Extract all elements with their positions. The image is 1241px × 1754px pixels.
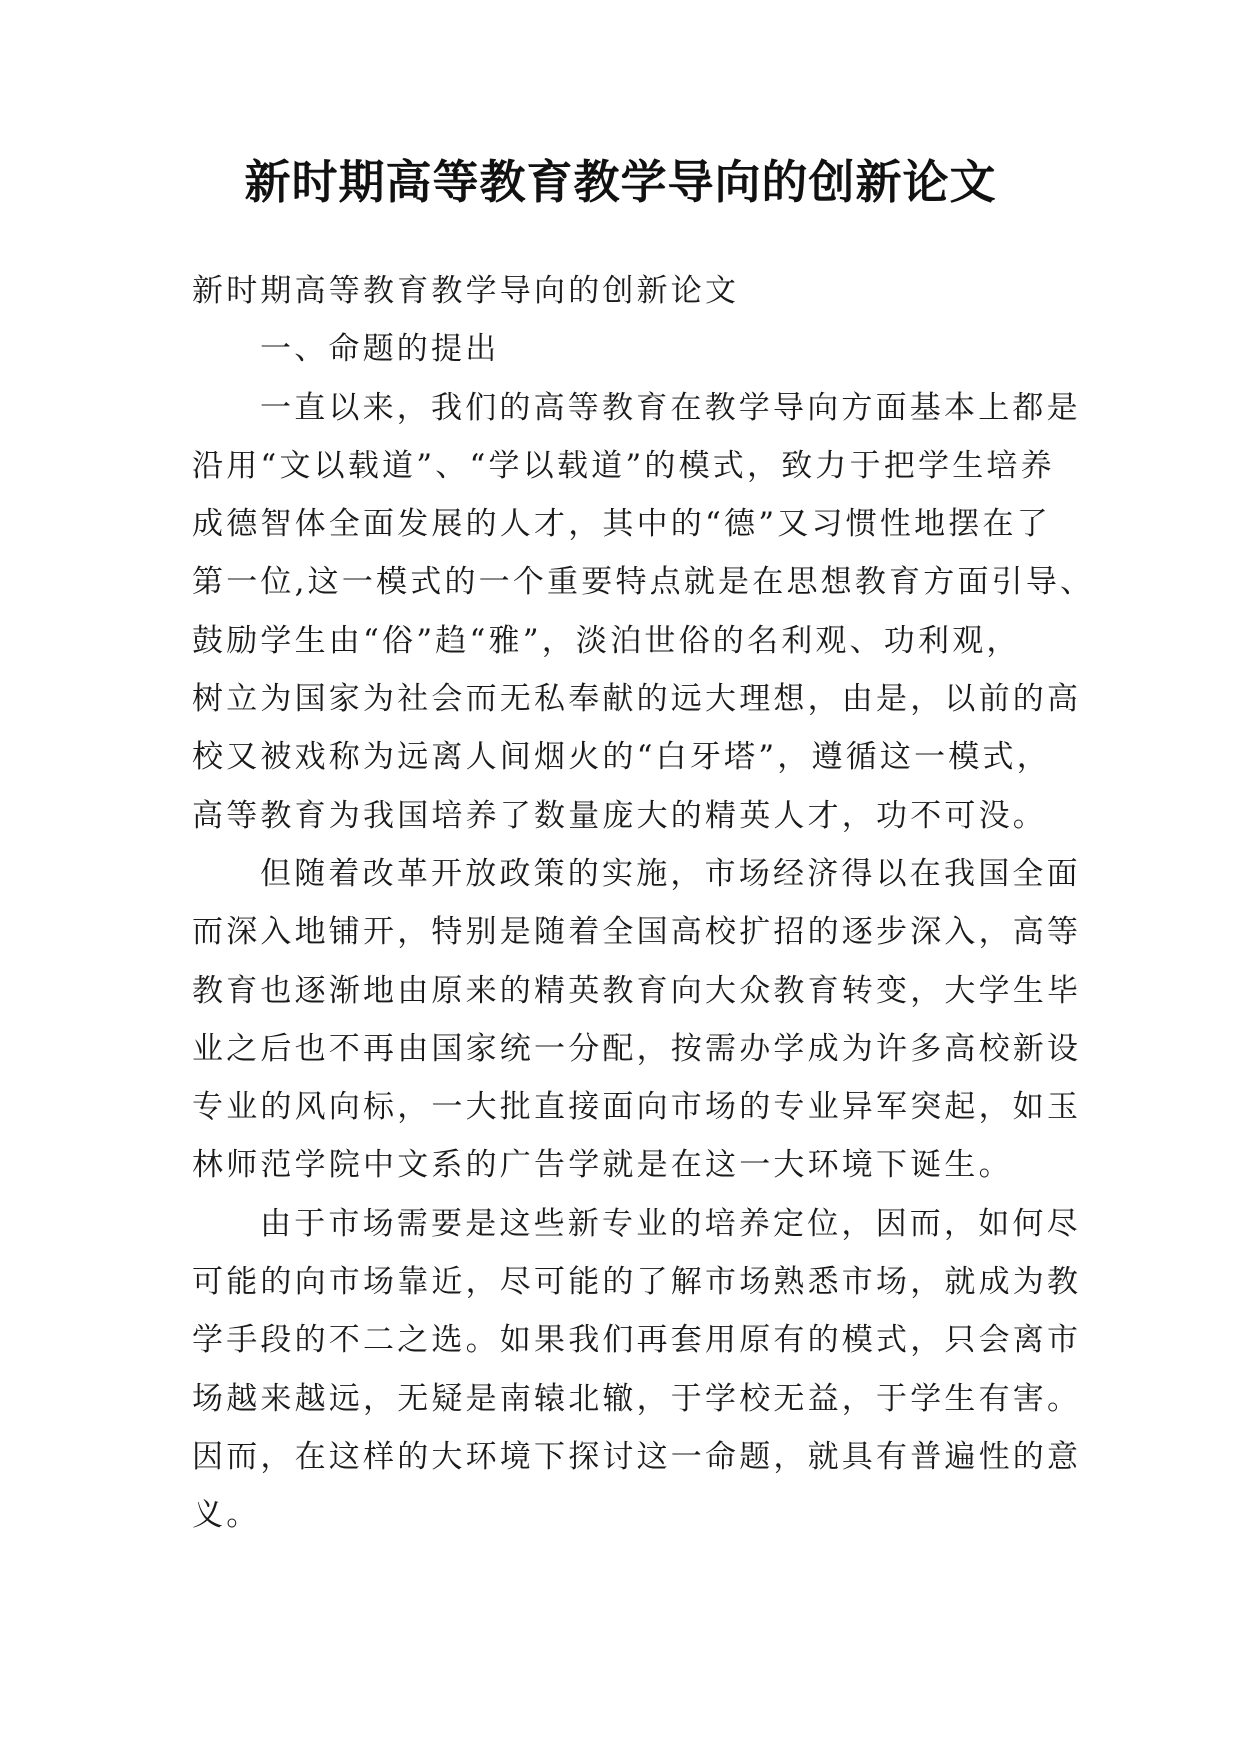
body-text-line: 学手段的不二之选。如果我们再套用原有的模式，只会离市 bbox=[192, 1322, 1082, 1359]
body-text-line: 可能的向市场靠近，尽可能的了解市场熟悉市场，就成为教 bbox=[192, 1264, 1082, 1301]
body-text-line: 新时期高等教育教学导向的创新论文 bbox=[192, 273, 740, 309]
body-text-line: 一、命题的提出 bbox=[260, 331, 500, 368]
body-text-line: 而深入地铺开，特别是随着全国高校扩招的逐步深入，高等 bbox=[192, 914, 1082, 951]
body-text-line: 但随着改革开放政策的实施，市场经济得以在我国全面 bbox=[260, 855, 1081, 892]
body-text-line: 义。 bbox=[192, 1497, 261, 1534]
body-text-line: 树立为国家为社会而无私奉献的远大理想，由是，以前的高 bbox=[192, 681, 1082, 718]
document-body bbox=[192, 262, 1095, 1545]
body-text-line: 因而，在这样的大环境下探讨这一命题，就具有普遍性的意 bbox=[192, 1438, 1082, 1475]
body-text-line: 成德智体全面发展的人才，其中的“德”又习惯性地摆在了 bbox=[192, 506, 1051, 543]
body-text-line: 沿用“文以载道”、“学以载道”的模式，致力于把学生培养 bbox=[192, 447, 1055, 484]
body-text-line: 鼓励学生由“俗”趋“雅”，淡泊世俗的名利观、功利观， bbox=[192, 622, 1021, 659]
body-text-line: 一直以来，我们的高等教育在教学导向方面基本上都是 bbox=[260, 389, 1081, 426]
body-text-line: 由于市场需要是这些新专业的培养定位，因而，如何尽 bbox=[260, 1205, 1081, 1242]
body-text-line: 第一位,这一模式的一个重要特点就是在思想教育方面引导、 bbox=[192, 564, 1095, 601]
body-text-line: 校又被戏称为远离人间烟火的“白牙塔”，遵循这一模式， bbox=[192, 739, 1051, 776]
body-text-line: 业之后也不再由国家统一分配，按需办学成为许多高校新设 bbox=[192, 1030, 1082, 1067]
body-text-line: 林师范学院中文系的广告学就是在这一大环境下诞生。 bbox=[192, 1147, 1013, 1184]
body-text-line: 场越来越远，无疑是南辕北辙，于学校无益，于学生有害。 bbox=[192, 1380, 1082, 1417]
body-text-line: 高等教育为我国培养了数量庞大的精英人才，功不可没。 bbox=[192, 797, 1047, 834]
body-text-line: 教育也逐渐地由原来的精英教育向大众教育转变，大学生毕 bbox=[192, 972, 1082, 1009]
body-text-line: 专业的风向标，一大批直接面向市场的专业异军突起，如玉 bbox=[192, 1089, 1082, 1126]
document-title: 新时期高等教育教学导向的创新论文 bbox=[244, 155, 997, 209]
